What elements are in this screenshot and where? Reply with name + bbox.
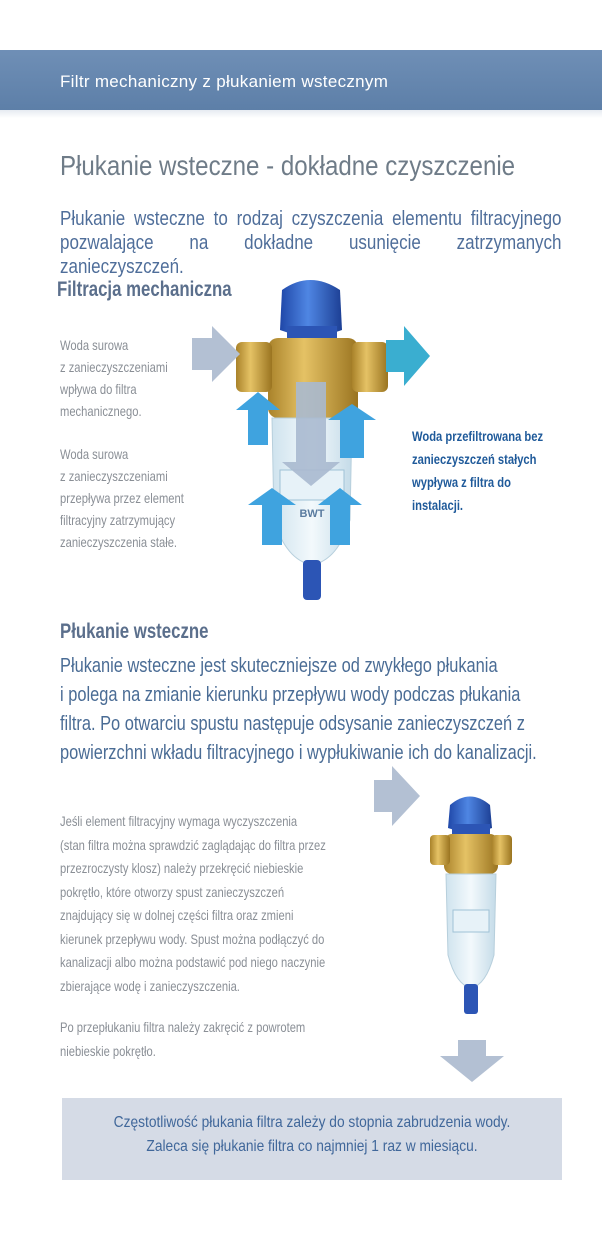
header-title: Filtr mechaniczny z płukaniem wstecznym bbox=[60, 72, 389, 91]
backwash-instructions: Jeśli element filtracyjny wymaga wyczyszczenia (stan filtra można sprawdzić zaglądając do filtra przez przezroczysty klosz) należy przekręcić niebieskie pokrętło, które otworzy spust zanieczyszczeń znajdujący się w dolnej części filtra oraz zmieni kierunek przepływu wody. Spust można podłączyć do kanalizacji albo można podstawić pod niego naczynie zbierające wodę i zanieczyszczenia. bbox=[60, 813, 326, 994]
filtration-heading: Filtracja mechaniczna bbox=[57, 278, 232, 301]
footer-line-1: Częstotliwość płukania filtra zależy do stopnia zabrudzenia wody. bbox=[113, 1114, 511, 1131]
outflow-text: Woda przefiltrowana bez zanieczyszczeń stałych wypływa z filtra do instalacji. bbox=[412, 428, 544, 513]
backwash-heading: Płukanie wsteczne bbox=[60, 620, 209, 643]
backwash-after: Po przepłukaniu filtra należy zakręcić z powrotem niebieskie pokrętło. bbox=[60, 1019, 306, 1059]
inflow-text: Woda surowa z zanieczyszczeniami wpływa do filtra mechanicznego. bbox=[60, 337, 168, 419]
footer-note bbox=[62, 1111, 562, 1159]
through-text: Woda surowa z zanieczyszczeniami przepływa przez element filtracyjny zatrzymujący zanieczyszczenia stałe. bbox=[60, 446, 184, 550]
brand-label: BWT bbox=[299, 508, 325, 520]
footer-line-2: Zaleca się płukanie filtra co najmniej 1 raz w miesiącu. bbox=[146, 1138, 478, 1155]
page-title: Płukanie wsteczne - dokładne czyszczenie bbox=[60, 150, 516, 181]
intro-paragraph: Płukanie wsteczne to rodzaj czyszczenia elementu filtracyjnego pozwalające na dokładne usunięcie zatrzymanych zanieczyszczeń. bbox=[60, 208, 562, 278]
backwash-paragraph: Płukanie wsteczne jest skuteczniejsze od zwykłego płukania i polega na zmianie kierunku przepływu wody podczas płukania filtra. Po otwarciu spustu następuje odsysanie zanieczyszczeń z powierzchni wkładu filtracyjnego i wypłukiwanie ich do kanalizacji. bbox=[60, 655, 537, 764]
